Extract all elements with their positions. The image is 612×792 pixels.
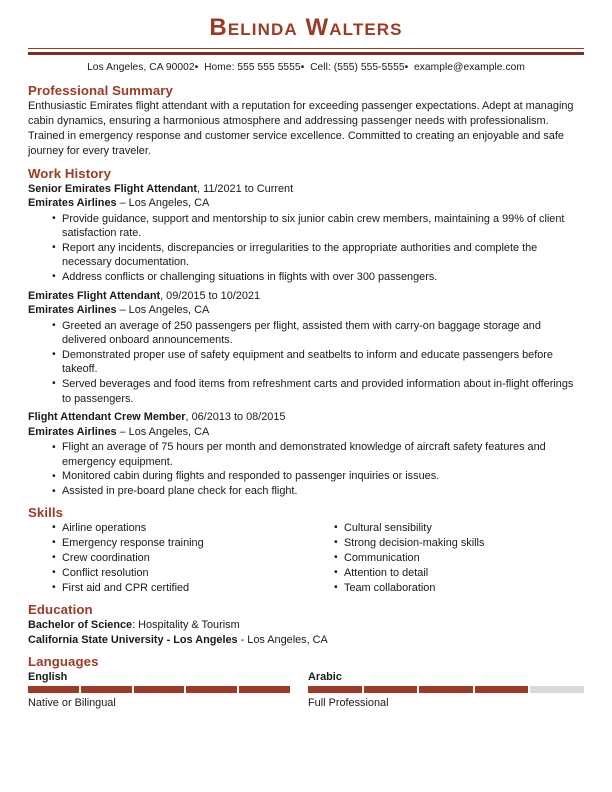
proficiency-segment-filled [28,686,79,693]
proficiency-segment-filled [134,686,185,693]
job-entry [28,289,584,407]
job-location: – Los Angeles, CA [116,197,210,209]
skills-column-left [28,521,306,596]
job-title: Emirates Flight Attendant [28,289,161,302]
education-degree-line [28,618,584,633]
skills-columns [28,521,584,596]
contact-separator-3: • [404,62,409,74]
job-entry [28,182,584,285]
contact-home-phone: Home: 555 555 5555 [204,62,301,74]
job-bullet: • Flight an average of 75 hours per month and demonstrated knowledge of aircraft safety features and emergency equipment. [52,440,584,469]
contact-email: example@example.com [413,62,525,74]
resume-header [28,0,584,77]
proficiency-segment-filled [308,686,362,693]
skill-item: • First aid and CPR certified [52,581,306,596]
contact-separator-2: • [300,62,305,74]
job-bullet: • Provide guidance, support and mentorship to six junior cabin crew members, maintaining a 99% of client satisfaction rate. [52,212,584,241]
job-dates: , 11/2021 to Current [197,182,294,195]
job-company: Emirates Airlines [28,304,117,317]
job-company: Emirates Airlines [28,425,117,438]
job-bullet: • Assisted in pre-board plane check for each flight. [52,484,584,499]
proficiency-segment-empty [530,686,584,693]
section-professional-summary [28,83,584,159]
contact-cell-phone: Cell: (555) 555-5555 [310,62,405,74]
skill-item: • Emergency response training [52,536,306,551]
skills-list-left [28,521,306,596]
section-title-skills: Skills [28,504,64,520]
job-bullet-list [28,212,584,285]
language-name: Arabic [308,670,342,683]
proficiency-segment-filled [81,686,132,693]
header-divider [28,48,584,55]
education-school-line [28,633,584,648]
skill-item: • Communication [334,551,584,566]
job-bullet-list [28,440,584,498]
contact-separator-1: • [194,62,199,74]
job-company-line [28,425,584,440]
job-bullet: • Served beverages and food items from refreshment carts and provided information about in-flight offerings to passengers. [52,377,584,406]
education-school: California State University - Los Angeles [28,633,238,646]
job-bullet: • Demonstrated proper use of safety equipment and seatbelts to inform and educate passengers before takeoff. [52,348,584,377]
proficiency-segment-filled [186,686,237,693]
language-proficiency-bar [28,686,290,693]
skill-item: • Airline operations [52,521,306,536]
job-dates: , 06/2013 to 08/2015 [185,411,286,424]
section-title-work-history: Work History [28,165,112,181]
languages-columns [28,671,584,709]
section-title-languages: Languages [28,653,99,669]
job-entry [28,410,584,498]
education-field: : Hospitality & Tourism [132,618,240,631]
language-level: Full Professional [308,696,389,709]
job-bullet: • Greeted an average of 250 passengers per flight, assisted them with carry-on baggage storage and delivered onboard announcements. [52,319,584,348]
job-company: Emirates Airlines [28,197,117,209]
skill-item: • Conflict resolution [52,566,306,581]
job-location: – Los Angeles, CA [116,425,210,438]
proficiency-segment-filled [419,686,473,693]
section-languages [28,654,584,709]
skills-list-right [310,521,584,596]
job-bullet-list [28,319,584,407]
job-company-line [28,196,584,211]
language-level: Native or Bilingual [28,696,116,709]
skill-item: • Cultural sensibility [334,521,584,536]
contact-location: Los Angeles, CA 90002 [87,62,195,74]
skill-item: • Attention to detail [334,566,584,581]
section-title-education: Education [28,601,93,617]
section-skills [28,505,584,596]
job-dates: , 09/2015 to 10/2021 [160,289,261,302]
job-title: Flight Attendant Crew Member [28,411,186,424]
contact-line [28,55,584,77]
language-name: English [28,670,68,683]
skill-item: • Team collaboration [334,581,584,596]
job-bullet: • Report any incidents, discrepancies or irregularities to the appropriate authorities and complete the necessary documentation. [52,241,584,270]
proficiency-segment-filled [475,686,529,693]
job-company-line [28,303,584,318]
language-proficiency-bar [308,686,584,693]
job-bullet: • Address conflicts or challenging situations in flights with over 300 passengers. [52,270,584,285]
job-title-line [28,289,584,304]
job-bullet: • Monitored cabin during flights and responded to passenger inquiries or issues. [52,469,584,484]
education-school-location: - Los Angeles, CA [237,633,328,646]
job-location: – Los Angeles, CA [116,304,210,317]
skills-column-right [306,521,584,596]
language-entry [306,671,584,709]
education-degree: Bachelor of Science [28,618,133,631]
job-title-line [28,410,584,425]
language-entry [28,671,306,709]
section-education [28,602,584,648]
proficiency-segment-filled [239,686,290,693]
job-title: Senior Emirates Flight Attendant [28,182,198,195]
section-work-history [28,166,584,499]
candidate-name: Belinda Walters [209,14,403,41]
proficiency-segment-filled [364,686,418,693]
skill-item: • Crew coordination [52,551,306,566]
section-title-professional-summary: Professional Summary [28,83,173,99]
professional-summary-text: Enthusiastic Emirates flight attendant with a reputation for exceeding passenger expectations. Adept at managing cabin dynamics, ensuring a harmonious atmosphere and addressing passenger needs with professionalism. Trained in emergency response and customer service excellence. Committed to creating an enjoyable and safe journey for every traveler. [28,100,574,158]
work-history-list [28,182,584,499]
skill-item: • Strong decision-making skills [334,536,584,551]
job-title-line [28,182,584,197]
